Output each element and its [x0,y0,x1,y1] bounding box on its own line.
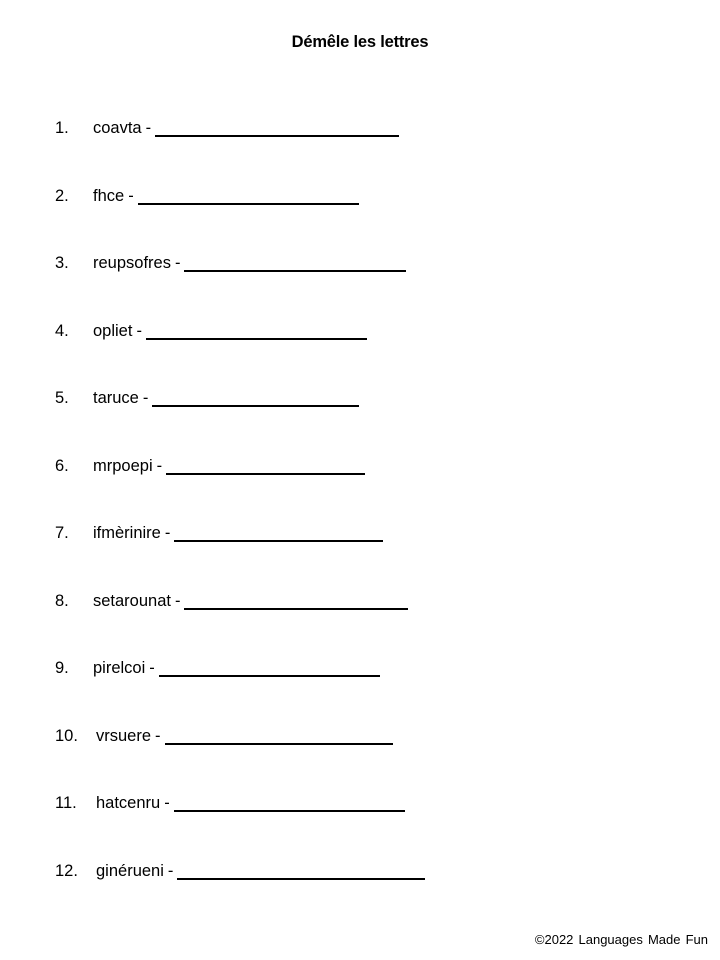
item-number: 10. [55,726,78,745]
scrambled-word: fhce [93,186,125,205]
list-item [55,785,675,813]
answer-blank[interactable] [184,253,406,272]
scrambled-word: ifmèrinire [93,524,161,542]
answer-blank[interactable] [146,321,367,340]
separator-dash: - [174,254,181,272]
list-item [55,853,675,881]
list-item [55,448,675,476]
answer-blank[interactable] [155,118,399,137]
separator-dash: - [167,861,174,880]
scrambled-word: vrsuere [96,726,152,745]
item-number: 2. [55,186,69,205]
scrambled-word: hatcenru [96,794,161,812]
separator-dash: - [149,659,155,677]
list-item [55,245,675,273]
answer-blank[interactable] [166,456,365,475]
separator-dash: - [145,119,152,137]
list-item [55,110,675,138]
separator-dash: - [164,794,170,812]
list-item [55,380,675,408]
scrambled-word: pirelcoi [93,659,146,677]
answer-blank[interactable] [152,388,359,407]
item-number: 6. [55,456,69,475]
separator-dash: - [136,321,142,340]
answer-blank[interactable] [174,523,383,542]
list-item [55,515,675,543]
item-number: 5. [55,389,69,407]
copyright-notice: ©2022 Languages Made Fun [534,932,708,947]
answer-blank[interactable] [174,793,405,812]
scrambled-word: ginérueni [96,861,164,880]
page-title: Démêle les lettres [291,33,429,51]
scramble-items-list [55,110,675,920]
answer-blank[interactable] [138,186,359,205]
item-number: 3. [55,254,69,272]
separator-dash: - [142,389,149,407]
separator-dash: - [174,591,181,610]
scrambled-word: mrpoepi [93,456,153,475]
list-item [55,313,675,341]
answer-blank[interactable] [177,861,425,880]
scrambled-word: reupsofres [93,254,171,272]
separator-dash: - [164,524,171,542]
answer-blank[interactable] [159,658,380,677]
answer-blank[interactable] [165,726,393,745]
item-number: 9. [55,659,69,677]
item-number: 4. [55,321,69,340]
list-item [55,718,675,746]
item-number: 1. [55,119,69,137]
separator-dash: - [156,456,163,475]
list-item [55,650,675,678]
separator-dash: - [155,726,161,745]
item-number: 12. [55,861,78,880]
separator-dash: - [128,186,134,205]
scrambled-word: taruce [93,389,139,407]
item-number: 11. [55,794,77,812]
item-number: 8. [55,591,69,610]
answer-blank[interactable] [184,591,408,610]
list-item [55,583,675,611]
list-item [55,178,675,206]
item-number: 7. [55,524,69,542]
scrambled-word: coavta [93,119,142,137]
scrambled-word: opliet [93,321,133,340]
scrambled-word: setarounat [93,591,171,610]
